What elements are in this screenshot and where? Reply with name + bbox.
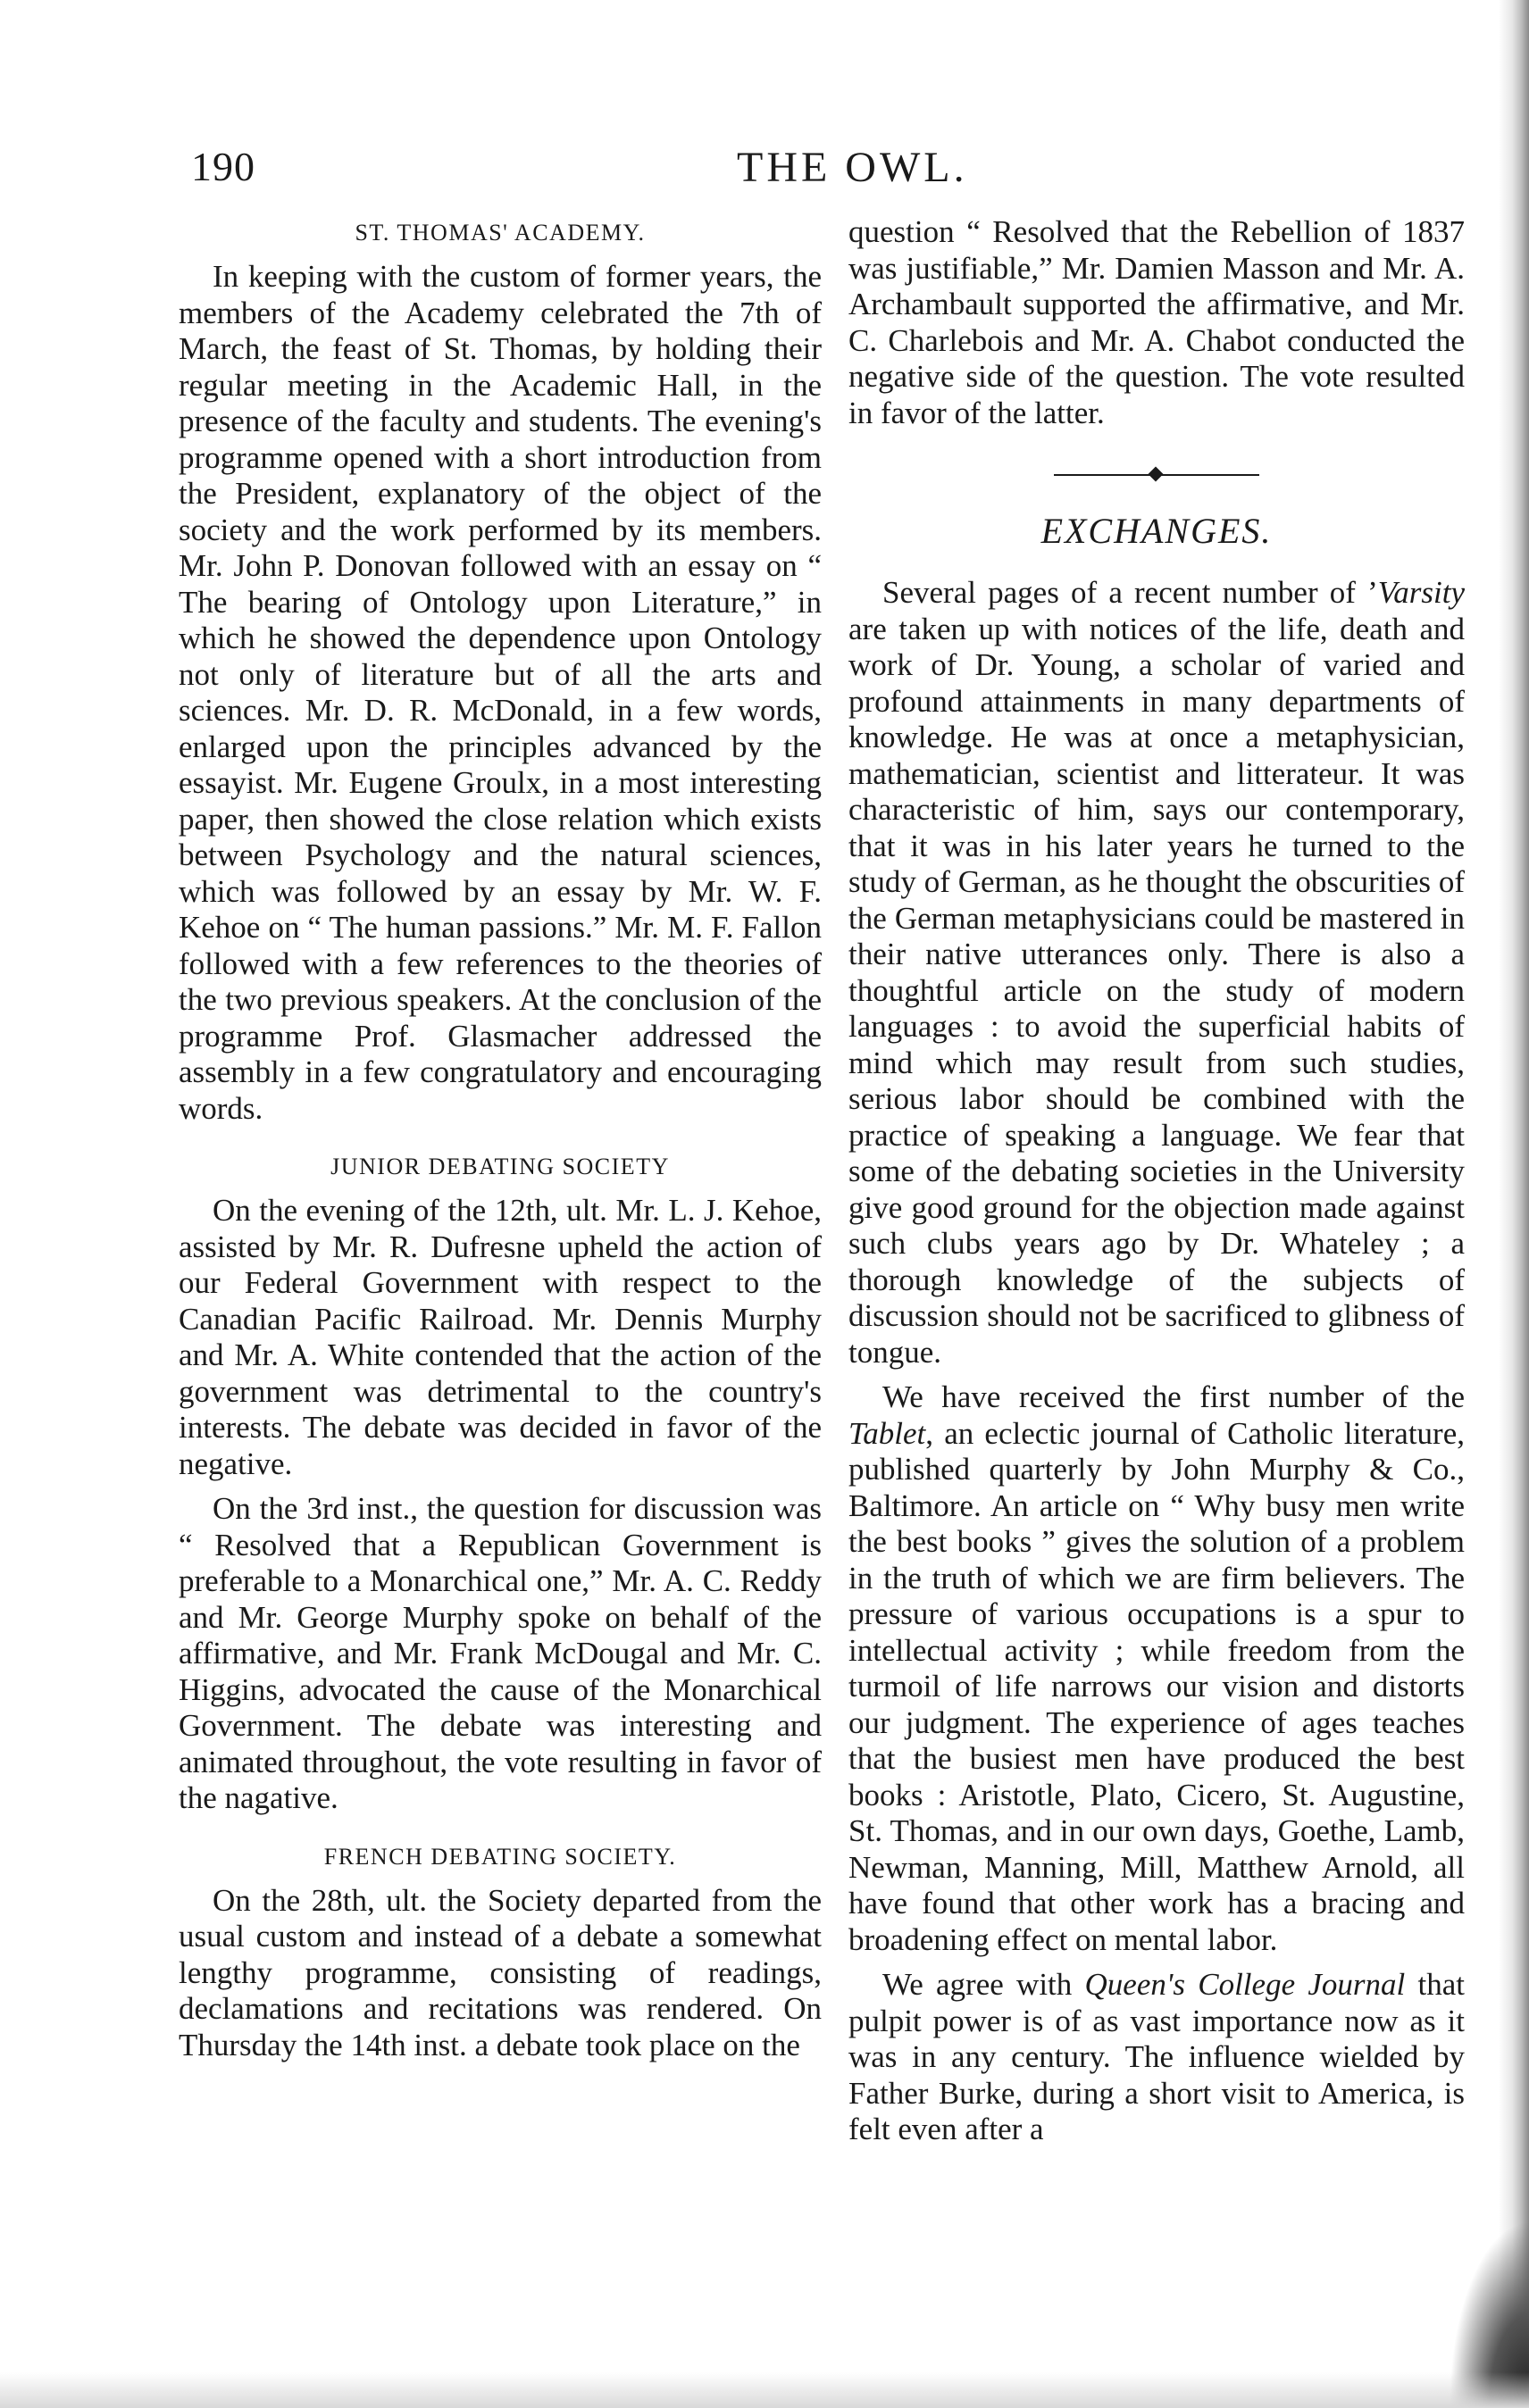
continued-paragraph: question “ Resolved that the Rebellion of 1837 was justifiable,” Mr. Damien Masson and Mr. A. Archambault supported the affirmative, and Mr. C. Charlebois and Mr. A. Chabot conducted the negative side of the question. The vote resulted in favor of the latter. <box>848 214 1465 430</box>
publication-title-queens-journal: Queen's College Journal <box>1084 1967 1406 2002</box>
exchanges-paragraph-1 <box>848 575 1465 1371</box>
exchanges-paragraph-3 <box>848 1967 1465 2148</box>
page-number: 190 <box>191 144 255 189</box>
divider-diamond-ornament <box>1149 467 1164 482</box>
exchanges-title: EXCHANGES. <box>1040 511 1273 551</box>
junior-debating-paragraph-1: On the evening of the 12th, ult. Mr. L. J. Kehoe, assisted by Mr. R. Dufresne upheld the action of our Federal Government with respect to the Canadian Pacific Railroad. Mr. Dennis Murphy and Mr. A. White contended that the action of the government was detrimental to the country's interests. The debate was decided in favor of the negative. <box>179 1193 822 1481</box>
exchanges-p2-text-end: , an eclectic journal of Catholic literature, published quarterly by John Murphy & Co., Baltimore. An article on “ Why busy men write the best books ” gives the solution of a problem in the truth of which we are firm believers. The pressure of various occupations is a spur to intellectual activity ; while freedom from the turmoil of life narrows our vision and distorts our judgment. The experience of ages teaches that the busiest men have produced the best books : Aristotle, Plato, Cicero, St. Augustine, St. Thomas, and in our own days, Goethe, Lamb, Newman, Manning, Mill, Matthew Arnold, all have found that other work has a bracing and broadening effect on mental labor. <box>848 1415 1465 1957</box>
page-edge-shadow <box>1499 0 1529 2408</box>
section-divider <box>1054 462 1259 488</box>
exchanges-p3-text-end: that pulpit power is of as vast importance now as it was in any century. The influence wielded by Father Burke, during a short visit to America, is felt even after a <box>848 1967 1465 2146</box>
exchanges-p2-text-start: We have received the first number of the <box>882 1379 1465 1414</box>
publication-title-varsity: Varsity <box>1377 575 1465 610</box>
junior-debating-paragraph-2: On the 3rd inst., the question for discussion was “ Resolved that a Republican Government is preferable to a Monarchical one,” Mr. A. C. Reddy and Mr. George Murphy spoke on behalf of the affirmative, and Mr. Frank McDougal and Mr. C. Higgins, advocated the cause of the Monarchical Government. The debate was interesting and animated throughout, the vote resulting in favor of the nagative. <box>179 1491 822 1815</box>
exchanges-p1-text-end: are taken up with notices of the life, death and work of Dr. Young, a scholar of varied and profound attainments in many departments of knowledge. He was at once a metaphysician, mathematician, scientist and litterateur. It was characteristic of him, says our contemporary, that it was in his later years he turned to the study of German, as he thought the obscurities of the German metaphysicians could be mastered in their native utterances only. There is also a thoughtful article on the study of modern languages : to avoid the superficial habits of mind which may result from such studies, serious labor should be combined with the practice of speaking a language. We fear that some of the debating societies in the University give good ground for the objection made against such clubs years ago by Dr. Whateley ; a thorough knowledge of the subjects of discussion should not be sacrificed to glibness of tongue. <box>848 611 1465 1370</box>
exchanges-p1-text-start: Several pages of a recent number of ’ <box>882 575 1378 610</box>
section-heading-french-debating: FRENCH DEBATING SOCIETY. <box>323 1843 677 1870</box>
running-title: THE OWL. <box>737 144 968 191</box>
st-thomas-paragraph: In keeping with the custom of former years, the members of the Academy celebrated the 7th of March, the feast of St. Thomas, by holding their regular meeting in the Academic Hall, in the presence of the faculty and students. The evening's programme opened with a short introduction from the President, explanatory of the object of the society and the work performed by its members. Mr. John P. Donovan followed with an essay on “ The bearing of Ontology upon Literature,” in which he showed the dependence upon Ontology not only of literature but of all the arts and sciences. Mr. D. R. McDonald, in a few words, enlarged upon the principles advanced by the essayist. Mr. Eugene Groulx, in a most interesting paper, then showed the close relation which exists between Psychology and the natural sciences, which was followed by an essay by Mr. W. F. Kehoe on “ The human passions.” Mr. M. F. Fallon followed with a few references to the theories of the two previous speakers. At the conclusion of the programme Prof. Glasmacher addressed the assembly in a few congratulatory and encouraging words. <box>179 259 822 1126</box>
section-heading-junior-debating: JUNIOR DEBATING SOCIETY <box>330 1154 670 1179</box>
exchanges-p3-text-start: We agree with <box>882 1967 1085 2002</box>
left-column <box>179 214 822 2393</box>
publication-title-tablet: Tablet <box>848 1415 926 1451</box>
right-column <box>848 214 1465 2393</box>
french-debating-paragraph: On the 28th, ult. the Society departed from the usual custom and instead of a debate a somewhat lengthy programme, consisting of readings, declamations and recitations was rendered. On Thursday the 14th inst. a debate took place on the <box>179 1882 822 2062</box>
exchanges-paragraph-2 <box>848 1379 1465 1958</box>
section-heading-st-thomas: ST. THOMAS' ACADEMY. <box>355 220 646 246</box>
